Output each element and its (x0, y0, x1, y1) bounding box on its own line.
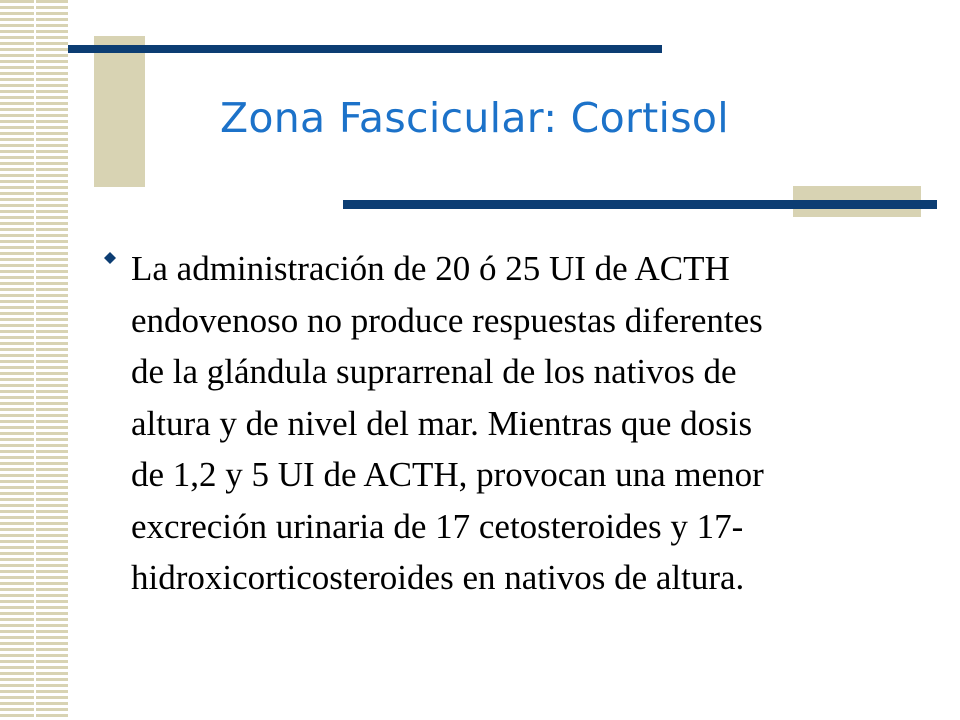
diamond-bullet-icon (104, 252, 116, 264)
bullet-text-line: La administración de 20 ó 25 UI de ACTH (131, 249, 730, 288)
bullet-text-line: hidroxicorticosteroides en nativos de altura. (131, 558, 745, 597)
left-striped-border (0, 0, 68, 720)
bullet-text-line: altura y de nivel del mar. Mientras que dosis (131, 403, 753, 443)
bullet-text-line: endovenoso no produce respuestas diferentes (131, 300, 763, 340)
decorative-line-top (68, 45, 662, 53)
decorative-block-top (94, 36, 145, 187)
decorative-line-right (343, 200, 937, 209)
slide-title: Zona Fascicular: Cortisol (220, 94, 729, 142)
bullet-text-line: excreción urinaria de 17 cetosteroides y 17- (131, 506, 744, 546)
bullet-text-line: de la glándula suprarrenal de los nativos de (131, 352, 737, 391)
bullet-text-line: de 1,2 y 5 UI de ACTH, provocan una menor (131, 455, 764, 494)
bullet-text (131, 243, 921, 604)
